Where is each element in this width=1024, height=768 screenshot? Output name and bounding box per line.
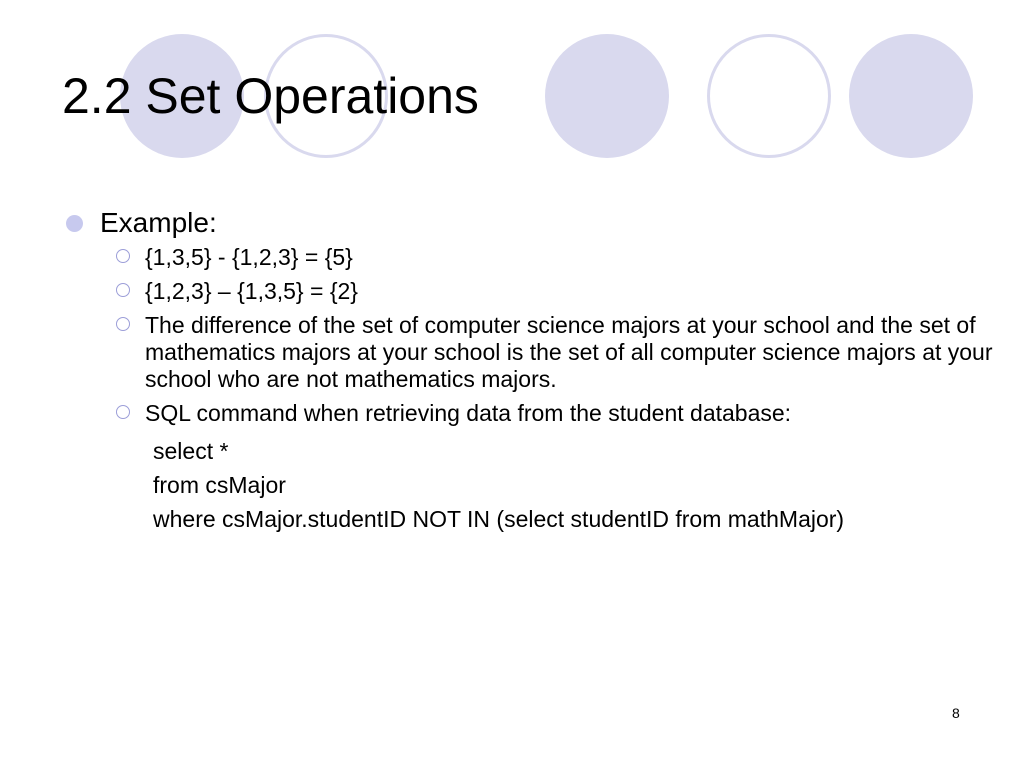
sub-bullet-item: [116, 400, 1012, 427]
slide-title: 2.2 Set Operations: [62, 68, 479, 124]
decorative-circle-filled: [849, 34, 973, 158]
slide-content: [64, 202, 1012, 536]
hollow-circle-bullet-icon: [116, 283, 130, 297]
sub-bullet-text: {1,2,3} – {1,3,5} = {2}: [145, 278, 358, 304]
sub-bullet-list: [116, 244, 1012, 536]
sub-bullet-text: {1,3,5} - {1,2,3} = {5}: [145, 244, 353, 270]
decorative-circle-filled: [545, 34, 669, 158]
sub-bullet-item: [116, 278, 1012, 305]
sql-line: from csMajor: [153, 472, 286, 498]
sub-bullet-item: [116, 244, 1012, 271]
hollow-circle-bullet-icon: [116, 249, 130, 263]
bullet-text: Example:: [100, 207, 217, 238]
sub-bullet-text: SQL command when retrieving data from the student database:: [145, 400, 792, 426]
sql-line: select *: [153, 438, 229, 464]
page-number: 8: [952, 705, 960, 721]
sub-bullet-item: [116, 312, 1012, 393]
hollow-circle-bullet-icon: [116, 317, 130, 331]
sql-code-block: [116, 434, 1012, 536]
decorative-circle-outline: [707, 34, 831, 158]
sub-bullet-text: The difference of the set of computer science majors at your school and the set of mathematics majors at your school is the set of all computer science majors at your school who are not mathematics majors.: [145, 312, 993, 392]
filled-circle-bullet-icon: [66, 215, 83, 232]
sql-line: where csMajor.studentID NOT IN (select studentID from mathMajor): [153, 506, 845, 532]
hollow-circle-bullet-icon: [116, 405, 130, 419]
bullet-item: [64, 202, 1012, 244]
